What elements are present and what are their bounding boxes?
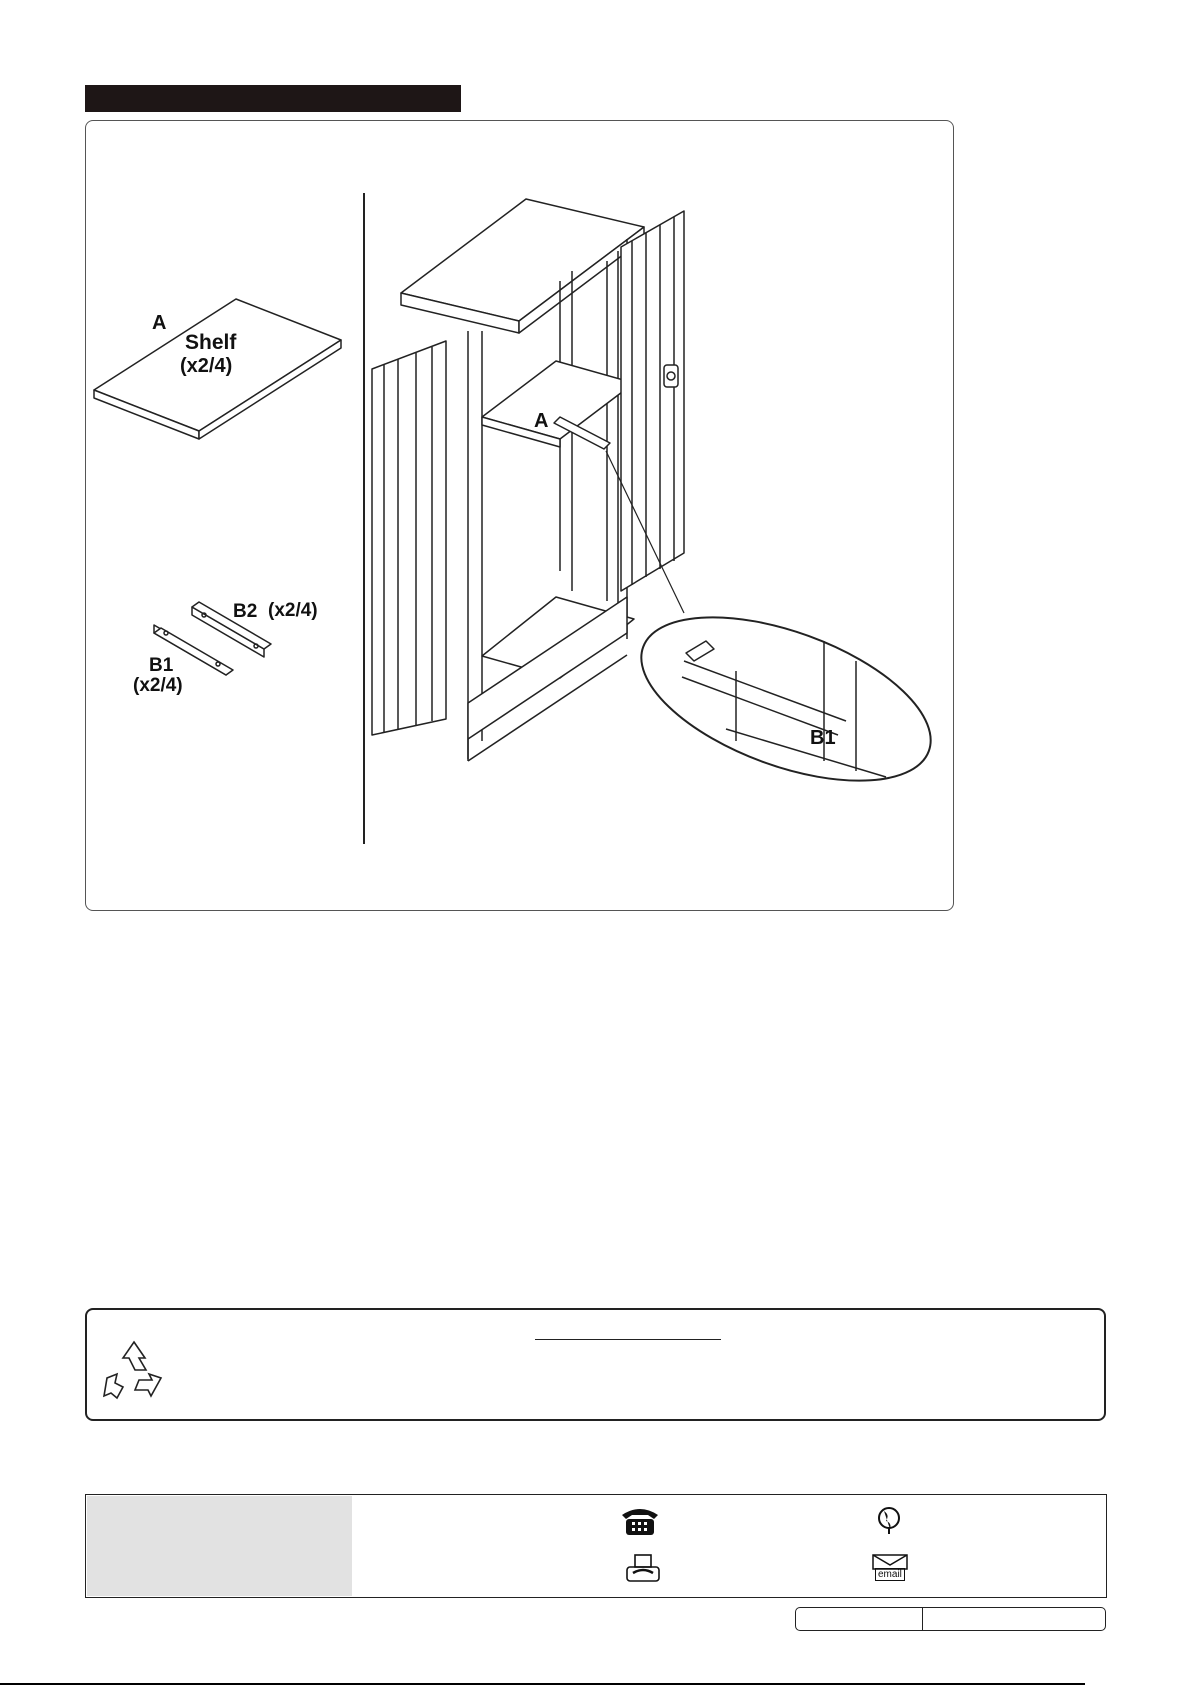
assembly-illustration [86, 121, 955, 912]
label-shelf-name: Shelf [185, 331, 237, 354]
recycle-icon [99, 1338, 169, 1402]
label-b1-qty: (x2/4) [133, 675, 183, 696]
email-icon [872, 1554, 908, 1580]
label-shelf-qty: (x2/4) [180, 355, 233, 377]
recycling-notice [85, 1308, 1106, 1421]
label-b2-name: B2 [233, 601, 258, 622]
label-b1-name: B1 [149, 655, 174, 676]
contact-panel [85, 1494, 1107, 1598]
detail-inset-drawing [620, 584, 951, 814]
label-detail-b1: B1 [810, 727, 836, 749]
email-icon-text: email [875, 1568, 905, 1581]
cabinet-drawing [372, 199, 684, 761]
label-shelf-letter: A [152, 312, 167, 334]
assembly-figure [85, 120, 954, 911]
section-header-bar [85, 85, 461, 112]
reference-box-divider [922, 1608, 923, 1630]
reference-box [795, 1607, 1106, 1631]
globe-icon [876, 1505, 902, 1535]
label-cabinet-shelf-letter: A [534, 410, 549, 432]
label-b2-qty: (x2/4) [268, 600, 318, 621]
bracket-b2-drawing [192, 602, 271, 657]
contact-logo-area [87, 1496, 352, 1596]
recycle-heading-underline [535, 1339, 721, 1340]
fax-icon [623, 1553, 663, 1585]
telephone-icon [618, 1505, 662, 1537]
